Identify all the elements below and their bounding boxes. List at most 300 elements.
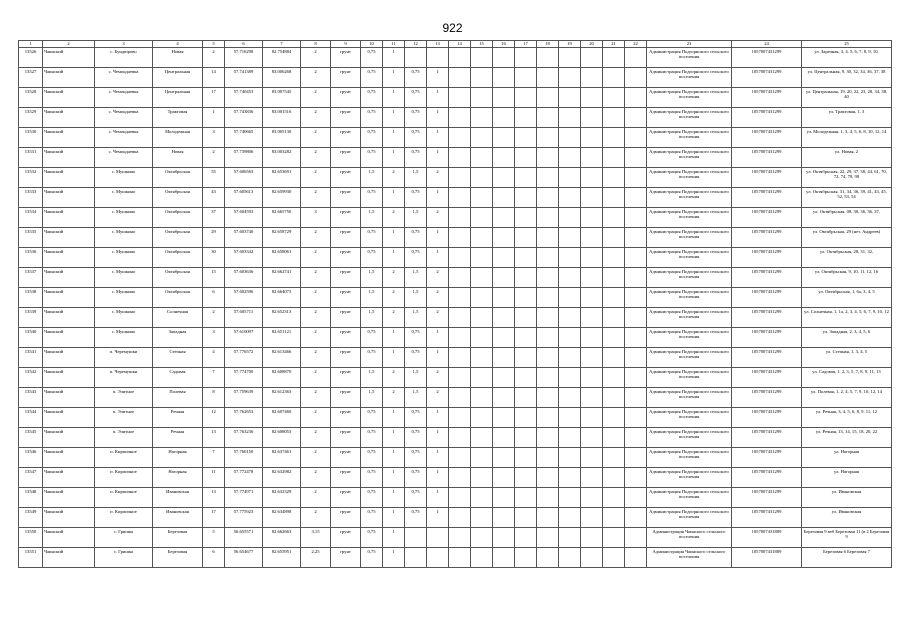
- table-cell: 1: [427, 248, 449, 268]
- table-cell: [603, 248, 625, 268]
- table-cell: 1057007431299: [732, 428, 802, 448]
- table-cell: 0,75: [361, 468, 383, 488]
- table-cell: грунт: [331, 488, 361, 508]
- table-cell: Чаинский: [43, 268, 95, 288]
- table-cell: 0,75: [361, 488, 383, 508]
- table-cell: 57.740453: [225, 88, 263, 108]
- table-cell: [449, 488, 471, 508]
- table-row: [19, 528, 892, 548]
- table-cell: [515, 108, 537, 128]
- table-cell: Чаинский: [43, 108, 95, 128]
- table-cell: 82.662741: [263, 268, 301, 288]
- table-cell: грунт: [331, 328, 361, 348]
- table-cell: [515, 48, 537, 68]
- table-cell: Администрация Подгорнского сельского поселения: [647, 148, 732, 168]
- table-cell: [559, 508, 581, 528]
- table-cell: 1057007431299: [732, 408, 802, 428]
- table-cell: 1057007431809: [732, 528, 802, 548]
- table-cell: [405, 548, 427, 568]
- table-cell: грунт: [331, 188, 361, 208]
- table-cell: 2: [301, 68, 331, 88]
- table-row: [19, 488, 892, 508]
- table-cell: [449, 68, 471, 88]
- table-cell: 0,75: [405, 508, 427, 528]
- table-cell: 57.775923: [225, 508, 263, 528]
- table-cell: 13536: [19, 248, 43, 268]
- table-cell: 37: [203, 208, 225, 228]
- table-cell: [537, 148, 559, 168]
- table-cell: Чаинский: [43, 408, 95, 428]
- table-cell: [537, 128, 559, 148]
- table-cell: 13: [203, 488, 225, 508]
- table-cell: ул. Трактовая, 1, 3: [802, 108, 892, 128]
- table-cell: [537, 308, 559, 328]
- table-cell: [581, 68, 603, 88]
- table-cell: [537, 508, 559, 528]
- table-cell: Березовая 9 веб Березовая 11 (в 2 Березовая 9: [802, 528, 892, 548]
- table-cell: 1: [427, 508, 449, 528]
- table-cell: 1,5: [405, 268, 427, 288]
- table-cell: [537, 448, 559, 468]
- table-cell: 1: [427, 448, 449, 468]
- table-cell: 4: [203, 348, 225, 368]
- table-cell: [603, 448, 625, 468]
- table-cell: [581, 148, 603, 168]
- table-cell: 82.612363: [263, 388, 301, 408]
- table-cell: [471, 388, 493, 408]
- table-cell: [603, 128, 625, 148]
- table-cell: 1: [383, 108, 405, 128]
- table-cell: ул. Октябрьская, 22, 29, 37, 38, 44, 61, 70, 72, 74, 78, 98: [802, 168, 892, 188]
- table-cell: 0,75: [361, 188, 383, 208]
- table-cell: Новая: [153, 48, 203, 68]
- table-cell: 2: [301, 508, 331, 528]
- table-cell: 1: [427, 328, 449, 348]
- table-cell: [471, 448, 493, 468]
- table-cell: [515, 228, 537, 248]
- table-cell: 13531: [19, 148, 43, 168]
- table-cell: грунт: [331, 548, 361, 568]
- table-cell: [493, 348, 515, 368]
- table-cell: [581, 308, 603, 328]
- table-cell: [537, 68, 559, 88]
- table-cell: [559, 268, 581, 288]
- table-cell: 2: [383, 388, 405, 408]
- table-cell: [559, 188, 581, 208]
- table-cell: [493, 128, 515, 148]
- table-cell: 0,75: [361, 428, 383, 448]
- table-cell: [471, 548, 493, 568]
- table-cell: [471, 328, 493, 348]
- table-cell: [603, 388, 625, 408]
- table-cell: [603, 68, 625, 88]
- table-cell: [625, 228, 647, 248]
- table-cell: [559, 328, 581, 348]
- table-cell: 0,75: [361, 48, 383, 68]
- table-cell: [537, 228, 559, 248]
- table-cell: 1,5: [405, 368, 427, 388]
- table-cell: 1: [427, 148, 449, 168]
- table-cell: [471, 208, 493, 228]
- table-cell: 0,75: [405, 348, 427, 368]
- table-cell: [581, 528, 603, 548]
- table-row: [19, 348, 892, 368]
- table-cell: [493, 88, 515, 108]
- table-cell: с. Чемондаевка: [95, 128, 153, 148]
- table-cell: [493, 308, 515, 328]
- table-cell: [449, 288, 471, 308]
- table-cell: [537, 88, 559, 108]
- table-cell: [493, 48, 515, 68]
- table-cell: 1: [383, 48, 405, 68]
- table-cell: 1: [427, 128, 449, 148]
- table-cell: 2: [301, 388, 331, 408]
- table-cell: [449, 328, 471, 348]
- table-cell: [581, 488, 603, 508]
- table-cell: 2: [427, 168, 449, 188]
- table-cell: 1057007431299: [732, 68, 802, 88]
- table-cell: Центральная: [153, 68, 203, 88]
- table-cell: 1057007431299: [732, 108, 802, 128]
- table-cell: [581, 128, 603, 148]
- table-cell: 1: [427, 428, 449, 448]
- table-cell: 1: [383, 428, 405, 448]
- table-cell: 57.603342: [225, 248, 263, 268]
- table-cell: 55: [203, 168, 225, 188]
- table-cell: 57.604593: [225, 208, 263, 228]
- table-cell: [493, 208, 515, 228]
- table-cell: 1,5: [361, 308, 383, 328]
- table-cell: 57.760150: [225, 448, 263, 468]
- table-cell: [471, 528, 493, 548]
- table-cell: п. Кирпичное: [95, 488, 153, 508]
- table-cell: 2: [301, 48, 331, 68]
- table-cell: [493, 268, 515, 288]
- table-cell: 1: [427, 488, 449, 508]
- table-cell: [625, 468, 647, 488]
- table-cell: 1057007431299: [732, 368, 802, 388]
- table-cell: 57.774700: [225, 368, 263, 388]
- table-cell: [625, 68, 647, 88]
- table-cell: 0,75: [361, 508, 383, 528]
- table-cell: [625, 528, 647, 548]
- table-cell: 17: [203, 88, 225, 108]
- table-cell: с. Чемондаевка: [95, 148, 153, 168]
- table-cell: 2: [383, 168, 405, 188]
- table-cell: 1: [383, 128, 405, 148]
- table-cell: [625, 168, 647, 188]
- table-cell: [471, 368, 493, 388]
- table-cell: Ивановская: [153, 488, 203, 508]
- table-cell: ул. Ивановская: [802, 508, 892, 528]
- column-number: 4: [153, 41, 203, 48]
- table-cell: [537, 288, 559, 308]
- table-cell: [449, 148, 471, 168]
- table-cell: Чаинский: [43, 308, 95, 328]
- table-cell: 1: [427, 68, 449, 88]
- table-cell: грунт: [331, 308, 361, 328]
- table-cell: грунт: [331, 208, 361, 228]
- table-cell: [515, 308, 537, 328]
- table-cell: Чаинский: [43, 428, 95, 448]
- table-cell: ул. Садовая, 1, 2, 3, 5, 7, 8, 9, 11, 13: [802, 368, 892, 388]
- table-cell: 17: [203, 508, 225, 528]
- data-table: [18, 40, 892, 568]
- table-cell: [559, 308, 581, 328]
- table-cell: 57.763236: [225, 428, 263, 448]
- table-cell: [603, 328, 625, 348]
- table-cell: 13540: [19, 328, 43, 348]
- table-cell: 1: [383, 508, 405, 528]
- table-cell: 2,25: [301, 548, 331, 568]
- table-cell: [515, 328, 537, 348]
- table-cell: Администрация Подгорнского сельского поселения: [647, 308, 732, 328]
- table-cell: п. Элитное: [95, 388, 153, 408]
- column-number: 16: [493, 41, 515, 48]
- table-cell: [471, 408, 493, 428]
- table-cell: грунт: [331, 288, 361, 308]
- table-cell: [427, 548, 449, 568]
- table-cell: 82.664073: [263, 288, 301, 308]
- table-cell: 82.655951: [263, 548, 301, 568]
- table-cell: 0,75: [361, 128, 383, 148]
- table-cell: [515, 468, 537, 488]
- table-cell: [603, 168, 625, 188]
- table-cell: 1: [383, 468, 405, 488]
- table-cell: [449, 228, 471, 248]
- table-cell: с. Мушкино: [95, 188, 153, 208]
- table-cell: 0,75: [405, 128, 427, 148]
- table-cell: 83.005130: [263, 128, 301, 148]
- column-number: 19: [559, 41, 581, 48]
- table-cell: 13529: [19, 108, 43, 128]
- table-cell: [449, 448, 471, 468]
- table-cell: ул. Степная, 1, 3, 4, 5: [802, 348, 892, 368]
- table-cell: [515, 288, 537, 308]
- table-cell: 1057007431299: [732, 468, 802, 488]
- table-cell: [603, 508, 625, 528]
- table-cell: [449, 428, 471, 448]
- table-cell: [581, 48, 603, 68]
- table-cell: Администрация Подгорнского сельского поселения: [647, 228, 732, 248]
- table-cell: 82.632982: [263, 468, 301, 488]
- table-cell: 1: [383, 188, 405, 208]
- table-cell: 2: [301, 88, 331, 108]
- table-cell: [559, 168, 581, 188]
- table-cell: Администрация Подгорнского сельского поселения: [647, 48, 732, 68]
- table-cell: [537, 528, 559, 548]
- table-row: [19, 428, 892, 448]
- table-cell: 7: [203, 368, 225, 388]
- table-cell: Нагорная: [153, 448, 203, 468]
- table-cell: с. Чемондаевка: [95, 108, 153, 128]
- table-cell: [537, 488, 559, 508]
- table-cell: Администрация Подгорнского сельского поселения: [647, 268, 732, 288]
- table-cell: [471, 248, 493, 268]
- table-cell: [537, 348, 559, 368]
- table-row: [19, 148, 892, 168]
- table-cell: грунт: [331, 48, 361, 68]
- table-cell: [581, 428, 603, 448]
- table-row: [19, 168, 892, 188]
- table-cell: 1: [383, 528, 405, 548]
- table-cell: 0,75: [405, 468, 427, 488]
- table-cell: Чаинский: [43, 388, 95, 408]
- table-cell: [515, 448, 537, 468]
- table-cell: 2: [427, 308, 449, 328]
- table-cell: [427, 528, 449, 548]
- table-cell: 2: [301, 428, 331, 448]
- table-cell: ул. Речная, 13, 14, 15, 18, 20, 22: [802, 428, 892, 448]
- table-cell: 2: [301, 328, 331, 348]
- table-cell: [515, 148, 537, 168]
- table-cell: [537, 468, 559, 488]
- table-cell: 1: [427, 468, 449, 488]
- table-cell: [471, 168, 493, 188]
- table-cell: [603, 188, 625, 208]
- table-cell: Администрация Подгорнского сельского поселения: [647, 468, 732, 488]
- table-cell: [625, 248, 647, 268]
- table-cell: [537, 108, 559, 128]
- table-cell: 2: [301, 348, 331, 368]
- table-cell: с. Мушкино: [95, 208, 153, 228]
- table-cell: [493, 468, 515, 488]
- table-cell: 1: [203, 108, 225, 128]
- table-cell: [537, 388, 559, 408]
- table-cell: [449, 388, 471, 408]
- column-number: 7: [263, 41, 301, 48]
- table-cell: Администрация Подгорнского сельского поселения: [647, 88, 732, 108]
- table-cell: Администрация Подгорнского сельского поселения: [647, 348, 732, 368]
- table-cell: [471, 508, 493, 528]
- table-cell: Речная: [153, 408, 203, 428]
- table-cell: 83.007545: [263, 88, 301, 108]
- table-cell: [559, 368, 581, 388]
- table-cell: [471, 228, 493, 248]
- table-cell: [449, 308, 471, 328]
- table-cell: 13528: [19, 88, 43, 108]
- table-cell: 82.659930: [263, 188, 301, 208]
- table-cell: Чаинский: [43, 128, 95, 148]
- table-cell: [625, 448, 647, 468]
- table-cell: 13551: [19, 548, 43, 568]
- table-cell: 2: [383, 368, 405, 388]
- table-cell: 56.654677: [225, 548, 263, 568]
- table-cell: 2: [301, 468, 331, 488]
- table-cell: [581, 188, 603, 208]
- table-cell: грунт: [331, 508, 361, 528]
- table-cell: Ивановская: [153, 508, 203, 528]
- table-cell: 2: [383, 208, 405, 228]
- table-cell: Октябрьская: [153, 208, 203, 228]
- table-cell: грунт: [331, 148, 361, 168]
- table-cell: Администрация Подгорнского сельского поселения: [647, 368, 732, 388]
- table-cell: ул. Ивановская: [802, 488, 892, 508]
- table-cell: [625, 488, 647, 508]
- table-cell: 1057007431299: [732, 388, 802, 408]
- table-cell: ул. Заречная, 3, 4, 5, 6, 7, 8, 9, 10,: [802, 48, 892, 68]
- table-cell: 0,75: [405, 68, 427, 88]
- table-row: [19, 328, 892, 348]
- table-cell: [515, 208, 537, 228]
- table-cell: 57.606563: [225, 168, 263, 188]
- table-cell: Чаинский: [43, 288, 95, 308]
- table-cell: Садовая: [153, 368, 203, 388]
- table-cell: Полевая: [153, 388, 203, 408]
- table-cell: 0,75: [361, 408, 383, 428]
- table-row: [19, 48, 892, 68]
- table-cell: с. Гришка: [95, 528, 153, 548]
- column-number: 1: [19, 41, 43, 48]
- column-number: 18: [537, 41, 559, 48]
- table-row: [19, 248, 892, 268]
- table-cell: с. Мушкино: [95, 248, 153, 268]
- table-row: [19, 128, 892, 148]
- column-number: 25: [802, 41, 892, 48]
- table-cell: 2: [301, 228, 331, 248]
- table-cell: [449, 248, 471, 268]
- table-cell: [581, 208, 603, 228]
- table-cell: Нагорная: [153, 468, 203, 488]
- table-cell: 57.603740: [225, 228, 263, 248]
- table-cell: [559, 108, 581, 128]
- table-cell: 15: [203, 268, 225, 288]
- table-cell: 13549: [19, 508, 43, 528]
- table-cell: [625, 108, 647, 128]
- table-cell: [493, 328, 515, 348]
- table-cell: [449, 468, 471, 488]
- table-cell: грунт: [331, 368, 361, 388]
- table-cell: 6: [203, 288, 225, 308]
- table-cell: Степная: [153, 348, 203, 368]
- column-number: 22: [625, 41, 647, 48]
- table-cell: 2: [427, 208, 449, 228]
- table-cell: с. Мушкино: [95, 168, 153, 188]
- table-cell: [603, 228, 625, 248]
- table-cell: [559, 488, 581, 508]
- table-cell: [581, 268, 603, 288]
- table-row: [19, 308, 892, 328]
- table-cell: 0,75: [361, 448, 383, 468]
- table-cell: [581, 108, 603, 128]
- table-cell: [625, 348, 647, 368]
- table-cell: с. Мушкино: [95, 228, 153, 248]
- table-body: [19, 41, 892, 568]
- table-cell: [625, 368, 647, 388]
- table-cell: 0,75: [361, 348, 383, 368]
- table-cell: [625, 508, 647, 528]
- table-cell: 57.741389: [225, 68, 263, 88]
- table-cell: 3: [203, 128, 225, 148]
- table-cell: [515, 168, 537, 188]
- table-cell: 13533: [19, 188, 43, 208]
- table-cell: [471, 188, 493, 208]
- table-cell: грунт: [331, 468, 361, 488]
- table-cell: [625, 268, 647, 288]
- table-cell: с. Мушкино: [95, 288, 153, 308]
- table-cell: [625, 388, 647, 408]
- table-cell: 2: [301, 268, 331, 288]
- table-cell: 82.608053: [263, 428, 301, 448]
- table-cell: 29: [203, 228, 225, 248]
- table-cell: [449, 48, 471, 68]
- table-cell: ул. Октябрьская, 28, 31, 32,: [802, 248, 892, 268]
- table-cell: 1,5: [405, 388, 427, 408]
- table-cell: [581, 448, 603, 468]
- table-cell: 13544: [19, 408, 43, 428]
- table-cell: 2: [301, 408, 331, 428]
- table-cell: с. Чемондаевка: [95, 88, 153, 108]
